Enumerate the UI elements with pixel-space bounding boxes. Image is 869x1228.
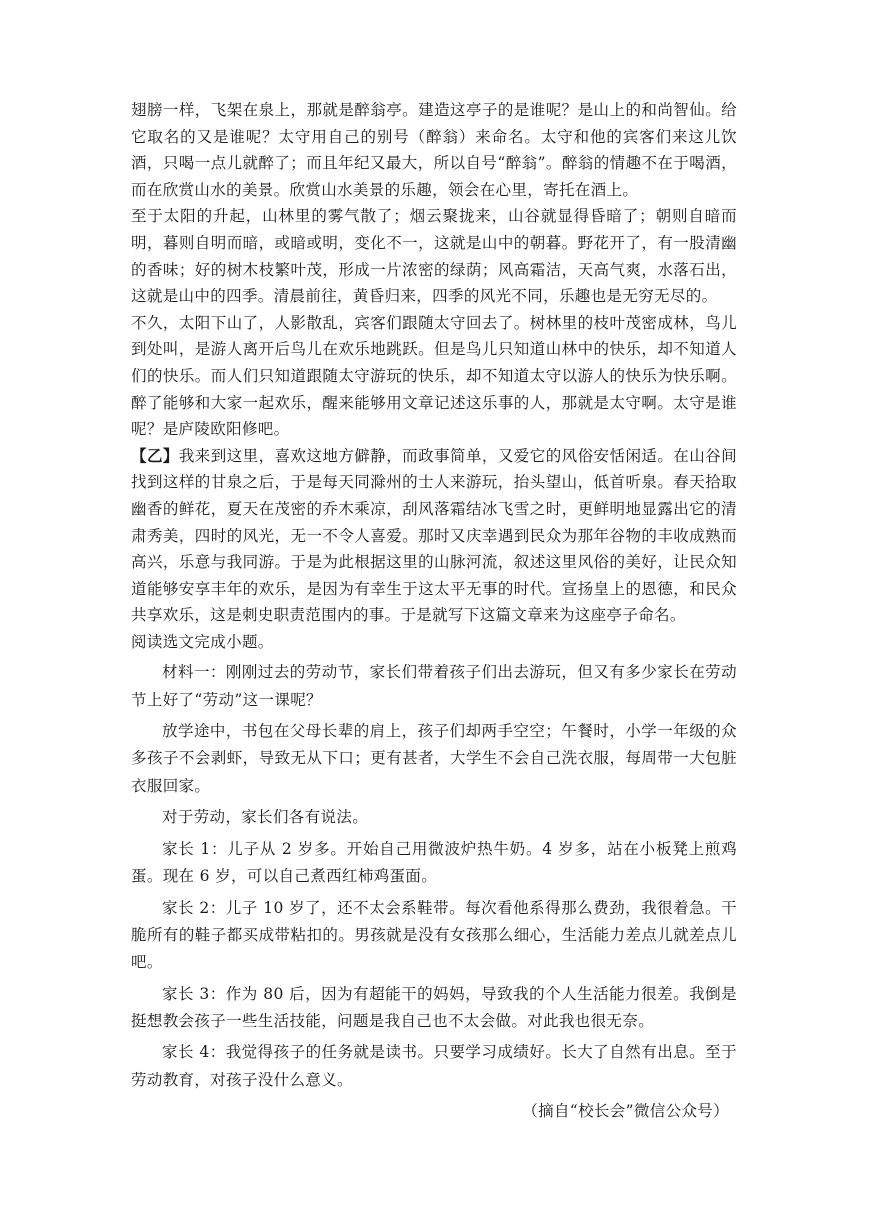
material-paragraph-parents-intro: 对于劳动，家长们各有说法。 — [162, 808, 369, 827]
material-paragraph-intro: 材料一：刚刚过去的劳动节，家长们带着孩子们出去游玩，但又有多少家长在劳动节上好了“劳动”这一课呢？ — [131, 663, 737, 709]
material-section — [131, 659, 737, 1124]
document-page — [131, 97, 737, 1124]
passage-paragraph-1: 翅膀一样，飞架在泉上，那就是醉翁亭。建造这亭子的是谁呢？是山上的和尚智仙。给它取名的又是谁呢？太守用自己的别号（醉翁）来命名。太守和他的宾客们来这儿饮酒，只喝一点儿就醉了；而且年纪又最大，所以自号“醉翁”。醉翁的情趣不在于喝酒，而在欣赏山水的美景。欣赏山水美景的乐趣，领会在心里，寄托在酒上。 — [131, 101, 737, 199]
reading-instruction: 阅读选文完成小题。 — [131, 632, 274, 651]
yi-label: 【乙】 — [131, 445, 179, 465]
material-source: （摘自“校长会”微信公众号） — [522, 1102, 729, 1121]
passage-paragraph-2: 至于太阳的升起，山林里的雾气散了；烟云聚拢来，山谷就显得昏暗了；朝则自暗而明，暮则自明而暗，或暗或明，变化不一，这就是山中的朝暮。野花开了，有一股清幽的香味；好的树木枝繁叶茂，形成一片浓密的绿荫；风高霜洁，天高气爽，水落石出，这就是山中的四季。清晨前往，黄昏归来，四季的风光不同，乐趣也是无穷无尽的。 — [131, 207, 737, 306]
material-paragraph-scenes: 放学途中，书包在父母长辈的肩上，孩子们却两手空空；午餐时，小学一年级的众多孩子不会剥虾，导致无从下口；更有甚者，大学生不会自己洗衣服，每周带一大包脏衣服回家。 — [131, 722, 737, 795]
material-paragraph-parent-1: 家长 1：儿子从 2 岁多。开始自己用微波炉热牛奶。4 岁多，站在小板凳上煎鸡蛋。现在 6 岁，可以自己煮西红柿鸡蛋面。 — [131, 839, 737, 886]
material-paragraph-parent-4: 家长 4：我觉得孩子的任务就是读书。只要学习成绩好。长大了自然有出息。至于劳动教育，对孩子没什么意义。 — [131, 1043, 737, 1089]
passage-paragraph-3: 不久，太阳下山了，人影散乱，宾客们跟随太守回去了。树林里的枝叶茂密成林，鸟儿到处叫，是游人离开后鸟儿在欢乐地跳跃。但是鸟儿只知道山林中的快乐，却不知道人们的快乐。而人们只知道跟随太守游玩的快乐，却不知道太守以游人的快乐为快乐啊。醉了能够和大家一起欢乐，醒来能够用文章记述这乐事的人，那就是太守啊。太守是谁呢？是庐陵欧阳修吧。 — [131, 313, 737, 439]
material-paragraph-parent-3: 家长 3：作为 80 后，因为有超能干的妈妈，导致我的个人生活能力很差。我倒是挺想教会孩子一些生活技能，问题是我自己也不太会做。对此我也很无奈。 — [131, 984, 737, 1030]
yi-text: 我来到这里，喜欢这地方僻静，而政事简单，又爱它的风俗安恬闲适。在山谷间找到这样的甘泉之后，于是每天同滁州的士人来游玩，抬头望山，低首听泉。春天拾取幽香的鲜花，夏天在茂密的乔木乘凉，刮风落霜结冰飞雪之时，更鲜明地显露出它的清肃秀美，四时的风光，无一不令人喜爱。那时又庆幸遇到民众为那年谷物的丰收成熟而高兴，乐意与我同游。于是为此根据这里的山脉河流，叙述这里风俗的美好，让民众知道能够安享丰年的欢乐，是因为有幸生于这太平无事的时代。宣扬皇上的恩德，和民众共享欢乐，这是刺史职责范围内的事。于是就写下这篇文章来为这座亭子命名。 — [131, 446, 737, 625]
passage-yi-paragraph — [131, 443, 737, 629]
material-paragraph-parent-2: 家长 2：儿子 10 岁了，还不太会系鞋带。每次看他系得那么费劲，我很着急。干脆所有的鞋子都买成带粘扣的。男孩就是没有女孩那么细心，生活能力差点儿就差点儿吧。 — [131, 898, 737, 972]
